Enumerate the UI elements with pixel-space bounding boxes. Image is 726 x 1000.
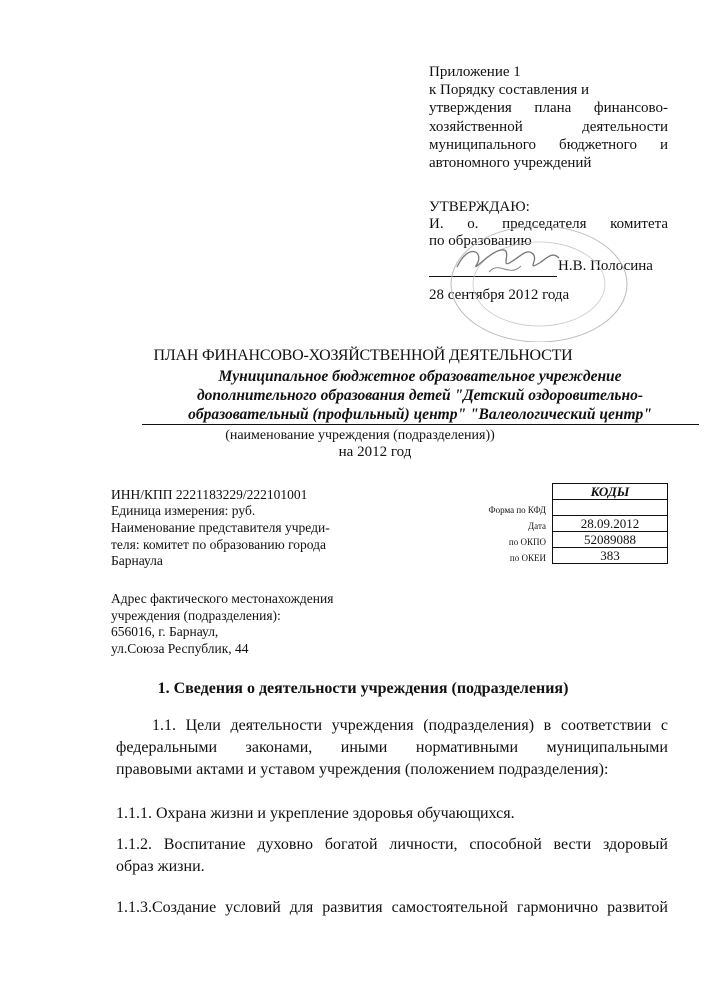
appendix-line: хозяйственной деятельности: [429, 118, 668, 135]
appendix-line: муниципального бюджетного и: [429, 136, 668, 153]
plan-title: ПЛАН ФИНАНСОВО-ХОЗЯЙСТВЕННОЙ ДЕЯТЕЛЬНОСТИ: [153, 347, 573, 364]
item-text: 1.1.1. Охрана жизни и укрепление здоровья обучающихся.: [116, 805, 515, 822]
item-1-1-3: [116, 897, 668, 919]
founder-line: теля: комитет по образованию города: [111, 536, 326, 552]
appendix-block: [429, 63, 668, 172]
item-text: 1.1.3.Создание условий для развития самостоятельной гармонично развитой: [116, 899, 668, 916]
code-value-okei: 383: [553, 548, 668, 564]
approval-heading: УТВЕРЖДАЮ:: [429, 199, 530, 215]
inn-kpp: ИНН/КПП 2221183229/222101001: [111, 487, 308, 502]
address-line: Адрес фактического местонахождения: [111, 591, 334, 606]
item-text: 1.1.2. Воспитание духовно богатой личности, способной вести здоровый: [116, 836, 668, 853]
codes-table: [552, 483, 668, 564]
code-label-kfd: Форма по КФД: [488, 505, 546, 515]
plan-year: на 2012 год: [338, 444, 412, 460]
codes-header: КОДЫ: [553, 484, 668, 500]
signatory-name: Н.В. Полосина: [558, 258, 653, 274]
organization-name-line: Муниципальное бюджетное образовательное учреждение: [218, 368, 622, 385]
address-line: учреждения (подразделения):: [111, 607, 281, 623]
organization-name-line: образовательный (профильный) центр" "Валеологический центр": [188, 406, 652, 423]
signature-line: [429, 276, 557, 277]
appendix-line: автономного учреждений: [429, 155, 592, 172]
code-value-kfd: [553, 500, 668, 516]
founder-representative: [111, 520, 346, 570]
organization-caption: (наименование учреждения (подразделения)): [225, 428, 495, 443]
code-label-date: Дата: [528, 521, 546, 531]
appendix-line: к Порядку составления и: [429, 82, 590, 99]
address-line: ул.Союза Республик, 44: [111, 640, 249, 656]
goals-line: 1.1. Цели деятельности учреждения (подразделения) в соответствии с: [152, 717, 668, 734]
unit-of-measure: Единица измерения: руб.: [111, 503, 256, 518]
founder-line: Барнаула: [111, 553, 163, 568]
approval-block: [429, 199, 668, 250]
goals-line: правовыми актами и уставом учреждения (положением подразделения):: [116, 761, 609, 778]
organization-name: [140, 367, 700, 424]
founder-line: Наименование представителя учреди-: [111, 520, 330, 535]
goals-line: федеральными законами, иными нормативными муниципальными: [116, 739, 668, 756]
goals-paragraph: [116, 715, 668, 781]
actual-address: [111, 591, 361, 657]
organization-underline: [142, 424, 699, 425]
code-label-okei: по ОКЕИ: [509, 553, 546, 563]
organization-name-line: дополнительного образования детей "Детский оздоровительно-: [196, 387, 644, 404]
approval-position: И. о. председателя комитета: [429, 216, 668, 232]
code-value-date: 28.09.2012: [553, 516, 668, 532]
address-line: 656016, г. Барнаул,: [111, 624, 219, 639]
item-1-1-2: [116, 834, 668, 878]
code-value-okpo: 52089088: [553, 532, 668, 548]
appendix-line: утверждения плана финансово-: [429, 100, 668, 117]
approval-position-cont: по образованию: [429, 233, 532, 249]
approval-date: 28 сентября 2012 года: [429, 287, 570, 303]
section-title: 1. Сведения о деятельности учреждения (подразделения): [157, 680, 569, 697]
item-text: образ жизни.: [116, 858, 205, 875]
appendix-line: Приложение 1: [429, 64, 521, 80]
code-label-okpo: по ОКПО: [508, 537, 546, 547]
item-1-1-1: [116, 803, 668, 825]
